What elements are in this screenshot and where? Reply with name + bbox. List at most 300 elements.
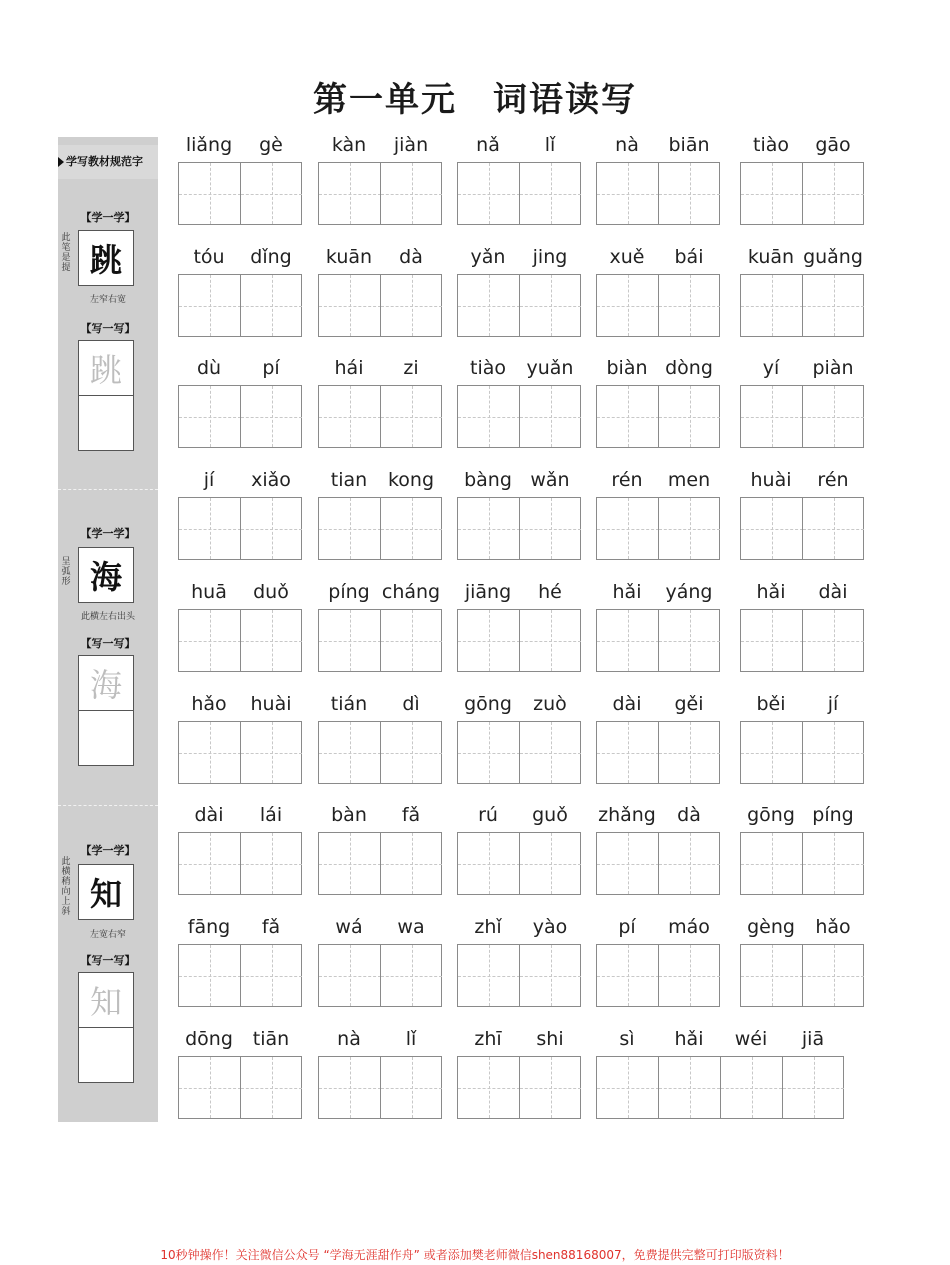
writing-box-group[interactable] (178, 1056, 302, 1119)
pinyin-label: hǎo (191, 693, 227, 715)
writing-cell[interactable] (380, 498, 442, 559)
writing-cell[interactable] (319, 610, 381, 671)
writing-cell[interactable] (597, 498, 659, 559)
cell-guide-horizontal (741, 976, 803, 977)
cell-guide-horizontal (179, 529, 241, 530)
writing-cell[interactable] (658, 945, 720, 1006)
pinyin-label: nǎ (476, 134, 500, 156)
writing-cell[interactable] (319, 163, 381, 224)
writing-box-group[interactable] (740, 721, 864, 784)
cell-guide-horizontal (319, 1088, 381, 1089)
writing-box-group[interactable] (740, 497, 864, 560)
writing-cell[interactable] (741, 610, 803, 671)
writing-cell[interactable] (720, 1057, 782, 1118)
writing-cell[interactable] (179, 610, 241, 671)
pinyin-label: huā (191, 581, 227, 603)
writing-cell[interactable] (179, 163, 241, 224)
writing-box-group[interactable] (457, 497, 581, 560)
writing-cell[interactable] (658, 833, 720, 894)
pinyin-label: dōng (185, 1028, 233, 1050)
cell-guide-horizontal (803, 194, 864, 195)
writing-box-group[interactable] (318, 609, 442, 672)
cell-guide-horizontal (741, 194, 803, 195)
pinyin-label: hǎi (756, 581, 786, 603)
writing-box-group[interactable] (178, 944, 302, 1007)
pinyin-label: hǎo (815, 916, 851, 938)
write-label: 【写一写】 (80, 322, 136, 335)
writing-cell[interactable] (240, 1057, 302, 1118)
writing-box-group[interactable] (740, 274, 864, 337)
writing-box-group[interactable] (740, 162, 864, 225)
writing-cell[interactable] (519, 945, 581, 1006)
writing-box-group[interactable] (740, 944, 864, 1007)
cell-guide-horizontal (659, 641, 720, 642)
writing-cell[interactable] (597, 945, 659, 1006)
writing-cell[interactable] (179, 1057, 241, 1118)
cell-guide-horizontal (520, 529, 581, 530)
pinyin-label: jí (827, 693, 839, 715)
pinyin-label: máo (668, 916, 710, 938)
writing-cell[interactable] (802, 722, 864, 783)
writing-cell[interactable] (519, 610, 581, 671)
cell-guide-horizontal (597, 529, 659, 530)
writing-cell[interactable] (179, 275, 241, 336)
pinyin-label: nà (615, 134, 639, 156)
pinyin-label: kàn (331, 134, 367, 156)
section-title: 词语读写 (493, 80, 637, 120)
pinyin-label: pí (618, 916, 636, 938)
pinyin-label: dài (612, 693, 642, 715)
cell-guide-horizontal (319, 753, 381, 754)
cell-guide-horizontal (241, 1088, 302, 1089)
cell-guide-horizontal (659, 1088, 720, 1089)
pinyin-label: dòng (665, 357, 713, 379)
pinyin-label: tiào (753, 134, 789, 156)
blank-practice-box[interactable] (78, 710, 134, 766)
pinyin-label: píng (328, 581, 370, 603)
writing-cell[interactable] (319, 275, 381, 336)
pinyin-label: bàng (464, 469, 512, 491)
trace-character: 知 (78, 972, 134, 1028)
writing-cell[interactable] (380, 386, 442, 447)
writing-cell[interactable] (597, 386, 659, 447)
pinyin-label: tian (330, 469, 368, 491)
blank-practice-box[interactable] (78, 1027, 134, 1083)
write-label: 【写一写】 (80, 954, 136, 967)
writing-cell[interactable] (802, 163, 864, 224)
pinyin-label: gè (259, 134, 283, 156)
writing-cell[interactable] (458, 498, 520, 559)
writing-cell[interactable] (458, 945, 520, 1006)
writing-cell[interactable] (380, 1057, 442, 1118)
cell-guide-horizontal (520, 194, 581, 195)
writing-box-group[interactable] (596, 162, 720, 225)
writing-cell[interactable] (802, 386, 864, 447)
pinyin-label: gèng (747, 916, 795, 938)
cell-guide-horizontal (381, 417, 442, 418)
writing-box-group[interactable] (178, 385, 302, 448)
cell-guide-horizontal (241, 194, 302, 195)
cell-guide-horizontal (458, 529, 520, 530)
writing-box-group[interactable] (178, 274, 302, 337)
learn-label: 【学一学】 (80, 211, 136, 224)
writing-cell[interactable] (380, 163, 442, 224)
writing-cell[interactable] (741, 386, 803, 447)
writing-cell[interactable] (240, 722, 302, 783)
cell-guide-horizontal (741, 417, 803, 418)
cell-guide-horizontal (458, 1088, 520, 1089)
pinyin-label: yuǎn (526, 357, 574, 379)
writing-cell[interactable] (658, 498, 720, 559)
pinyin-label: biān (668, 134, 710, 156)
cell-guide-horizontal (319, 194, 381, 195)
writing-cell[interactable] (597, 163, 659, 224)
writing-cell[interactable] (240, 275, 302, 336)
writing-cell[interactable] (519, 163, 581, 224)
cell-guide-horizontal (319, 864, 381, 865)
trace-character: 海 (78, 655, 134, 711)
writing-cell[interactable] (741, 275, 803, 336)
writing-cell[interactable] (741, 833, 803, 894)
writing-box-group[interactable] (457, 1056, 581, 1119)
pinyin-label: gāo (815, 134, 851, 156)
pinyin-label: bái (674, 246, 704, 268)
pinyin-label: rén (611, 469, 643, 491)
writing-cell[interactable] (179, 498, 241, 559)
writing-box-group[interactable] (318, 385, 442, 448)
cell-guide-horizontal (659, 529, 720, 530)
pinyin-label: hǎi (612, 581, 642, 603)
writing-cell[interactable] (380, 945, 442, 1006)
pinyin-label: guǎng (803, 246, 863, 268)
pinyin-label: jing (532, 246, 568, 268)
pinyin-label: wéi (734, 1028, 768, 1050)
writing-box-group[interactable] (178, 497, 302, 560)
writing-cell[interactable] (319, 722, 381, 783)
writing-box-group[interactable] (178, 832, 302, 895)
writing-box-group[interactable] (596, 832, 720, 895)
writing-cell[interactable] (458, 1057, 520, 1118)
writing-cell[interactable] (597, 610, 659, 671)
pinyin-label: dà (399, 246, 423, 268)
pinyin-label: yǎn (470, 246, 506, 268)
pinyin-label: pí (262, 357, 280, 379)
writing-box-group[interactable] (318, 497, 442, 560)
writing-cell[interactable] (458, 610, 520, 671)
cell-guide-horizontal (741, 864, 803, 865)
cell-guide-horizontal (520, 417, 581, 418)
cell-guide-horizontal (597, 417, 659, 418)
writing-cell[interactable] (802, 945, 864, 1006)
pinyin-label: zhǎng (598, 804, 656, 826)
writing-box-group[interactable] (740, 385, 864, 448)
sidebar-header (58, 145, 158, 179)
writing-box-group[interactable] (178, 609, 302, 672)
cell-guide-horizontal (803, 976, 864, 977)
writing-box-group[interactable] (596, 274, 720, 337)
writing-cell[interactable] (519, 386, 581, 447)
writing-cell[interactable] (458, 386, 520, 447)
pinyin-label: cháng (381, 581, 441, 603)
pinyin-label: shi (536, 1028, 564, 1050)
cell-guide-horizontal (381, 641, 442, 642)
pinyin-label: kong (387, 469, 435, 491)
unit-title: 第一单元 (313, 80, 457, 120)
cell-guide-horizontal (520, 753, 581, 754)
cell-guide-horizontal (597, 864, 659, 865)
writing-cell[interactable] (319, 498, 381, 559)
writing-cell[interactable] (380, 610, 442, 671)
writing-cell[interactable] (802, 275, 864, 336)
cell-guide-horizontal (381, 1088, 442, 1089)
writing-cell[interactable] (519, 498, 581, 559)
writing-cell[interactable] (658, 610, 720, 671)
cell-guide-horizontal (803, 417, 864, 418)
writing-box-group[interactable] (318, 832, 442, 895)
writing-cell[interactable] (597, 1057, 659, 1118)
writing-box-group[interactable] (457, 274, 581, 337)
cell-guide-horizontal (520, 641, 581, 642)
cell-guide-horizontal (803, 641, 864, 642)
writing-cell[interactable] (458, 833, 520, 894)
cell-guide-horizontal (597, 641, 659, 642)
writing-box-group[interactable] (457, 385, 581, 448)
writing-cell[interactable] (319, 386, 381, 447)
writing-box-group[interactable] (457, 944, 581, 1007)
pinyin-label: xuě (609, 246, 645, 268)
writing-cell[interactable] (802, 833, 864, 894)
model-character: 跳 (78, 230, 134, 286)
cell-guide-horizontal (597, 306, 659, 307)
writing-box-group[interactable] (596, 944, 720, 1007)
pinyin-label: dài (818, 581, 848, 603)
writing-box-group[interactable] (178, 162, 302, 225)
writing-box-group[interactable] (596, 1056, 844, 1119)
cell-guide-horizontal (803, 529, 864, 530)
cell-guide-horizontal (659, 306, 720, 307)
cell-guide-horizontal (458, 641, 520, 642)
pinyin-label: biàn (606, 357, 648, 379)
cell-guide-horizontal (803, 306, 864, 307)
pinyin-label: fǎ (261, 916, 281, 938)
cell-guide-horizontal (319, 306, 381, 307)
pinyin-label: tóu (193, 246, 225, 268)
writing-box-group[interactable] (318, 944, 442, 1007)
cell-guide-horizontal (721, 1088, 782, 1089)
pinyin-label: bàn (331, 804, 367, 826)
writing-cell[interactable] (240, 163, 302, 224)
pinyin-label: hái (334, 357, 364, 379)
writing-cell[interactable] (741, 498, 803, 559)
cell-guide-horizontal (381, 194, 442, 195)
cell-guide-horizontal (319, 529, 381, 530)
writing-box-group[interactable] (318, 274, 442, 337)
writing-cell[interactable] (519, 833, 581, 894)
cell-guide-horizontal (179, 194, 241, 195)
writing-box-group[interactable] (740, 832, 864, 895)
writing-box-group[interactable] (596, 385, 720, 448)
cell-guide-horizontal (520, 1088, 581, 1089)
cell-guide-horizontal (179, 1088, 241, 1089)
page-title (0, 72, 950, 121)
pinyin-label: xiǎo (251, 469, 291, 491)
cell-guide-horizontal (179, 753, 241, 754)
pinyin-label: hǎi (674, 1028, 704, 1050)
writing-cell[interactable] (319, 1057, 381, 1118)
cell-guide-horizontal (241, 529, 302, 530)
pinyin-label: guǒ (532, 804, 568, 826)
writing-cell[interactable] (658, 1057, 720, 1118)
cell-guide-horizontal (659, 753, 720, 754)
pinyin-label: tiān (252, 1028, 290, 1050)
writing-cell[interactable] (741, 163, 803, 224)
cell-guide-horizontal (741, 753, 803, 754)
cell-guide-horizontal (659, 864, 720, 865)
section-divider (58, 489, 158, 494)
pinyin-label: men (667, 469, 711, 491)
pinyin-label: píng (812, 804, 854, 826)
bottom-note: 此横左右出头 (80, 612, 135, 622)
pinyin-label: jí (203, 469, 215, 491)
writing-cell[interactable] (658, 275, 720, 336)
writing-cell[interactable] (597, 833, 659, 894)
pinyin-label: piàn (812, 357, 854, 379)
cell-guide-horizontal (179, 641, 241, 642)
pinyin-label: tiào (470, 357, 506, 379)
writing-cell[interactable] (597, 722, 659, 783)
writing-cell[interactable] (458, 722, 520, 783)
writing-cell[interactable] (519, 722, 581, 783)
pinyin-label: gōng (747, 804, 795, 826)
writing-cell[interactable] (458, 163, 520, 224)
cell-guide-horizontal (458, 417, 520, 418)
writing-cell[interactable] (519, 1057, 581, 1118)
pinyin-label: dài (194, 804, 224, 826)
writing-box-group[interactable] (457, 721, 581, 784)
pinyin-label: kuān (325, 246, 373, 268)
cell-guide-horizontal (319, 641, 381, 642)
writing-cell[interactable] (179, 722, 241, 783)
pinyin-label: zuò (533, 693, 567, 715)
cell-guide-horizontal (659, 194, 720, 195)
cell-guide-horizontal (319, 976, 381, 977)
cell-guide-horizontal (381, 753, 442, 754)
pinyin-label: yáng (665, 581, 713, 603)
cell-guide-horizontal (458, 194, 520, 195)
writing-cell[interactable] (802, 498, 864, 559)
writing-box-group[interactable] (740, 609, 864, 672)
section-divider (58, 805, 158, 810)
cell-guide-horizontal (381, 306, 442, 307)
cell-guide-horizontal (741, 306, 803, 307)
writing-cell[interactable] (319, 833, 381, 894)
writing-box-group[interactable] (178, 721, 302, 784)
cell-guide-horizontal (597, 194, 659, 195)
writing-cell[interactable] (240, 498, 302, 559)
pinyin-label: huài (750, 469, 792, 491)
writing-cell[interactable] (380, 833, 442, 894)
writing-cell[interactable] (741, 722, 803, 783)
cell-guide-horizontal (241, 976, 302, 977)
writing-box-group[interactable] (457, 162, 581, 225)
writing-box-group[interactable] (318, 1056, 442, 1119)
writing-cell[interactable] (179, 945, 241, 1006)
cell-guide-horizontal (783, 1088, 844, 1089)
writing-cell[interactable] (380, 275, 442, 336)
writing-cell[interactable] (802, 610, 864, 671)
cell-guide-horizontal (381, 864, 442, 865)
cell-guide-horizontal (803, 753, 864, 754)
writing-cell[interactable] (519, 275, 581, 336)
writing-box-group[interactable] (457, 609, 581, 672)
blank-practice-box[interactable] (78, 395, 134, 451)
writing-box-group[interactable] (457, 832, 581, 895)
pinyin-label: rú (478, 804, 498, 826)
writing-cell[interactable] (658, 722, 720, 783)
writing-cell[interactable] (782, 1057, 844, 1118)
writing-box-group[interactable] (596, 609, 720, 672)
writing-cell[interactable] (319, 945, 381, 1006)
writing-box-group[interactable] (596, 497, 720, 560)
bottom-note: 左宽右窄 (89, 930, 126, 940)
writing-box-group[interactable] (596, 721, 720, 784)
cell-guide-horizontal (741, 529, 803, 530)
writing-cell[interactable] (380, 722, 442, 783)
writing-cell[interactable] (741, 945, 803, 1006)
write-label: 【写一写】 (80, 637, 136, 650)
writing-guide-sidebar (58, 137, 158, 1122)
pinyin-label: wá (335, 916, 363, 938)
writing-cell[interactable] (240, 833, 302, 894)
pinyin-label: jiàn (393, 134, 429, 156)
writing-cell[interactable] (597, 275, 659, 336)
side-note: 此笔是提 (61, 233, 71, 273)
writing-cell[interactable] (179, 833, 241, 894)
writing-cell[interactable] (240, 386, 302, 447)
pinyin-label: zhī (474, 1028, 502, 1050)
cell-guide-horizontal (741, 641, 803, 642)
pinyin-label: rén (817, 469, 849, 491)
sidebar-header-label: 学写教材规范字 (66, 155, 143, 168)
pinyin-label: lǐ (405, 1028, 417, 1050)
writing-cell[interactable] (240, 610, 302, 671)
pinyin-label: gěi (674, 693, 704, 715)
pinyin-label: huài (250, 693, 292, 715)
promo-footer: 10秒钟操作！关注微信公众号 “学海无涯甜作舟” 或者添加樊老师微信shen88168007，免费提供完整可打印版资料！ (160, 1248, 790, 1262)
pinyin-label: kuān (747, 246, 795, 268)
cell-guide-horizontal (597, 753, 659, 754)
writing-cell[interactable] (179, 386, 241, 447)
writing-cell[interactable] (458, 275, 520, 336)
cell-guide-horizontal (241, 864, 302, 865)
writing-cell[interactable] (658, 163, 720, 224)
cell-guide-horizontal (241, 753, 302, 754)
learn-label: 【学一学】 (80, 844, 136, 857)
cell-guide-horizontal (241, 417, 302, 418)
cell-guide-horizontal (179, 976, 241, 977)
pinyin-label: fǎ (401, 804, 421, 826)
writing-box-group[interactable] (318, 721, 442, 784)
pinyin-label: nà (337, 1028, 361, 1050)
cell-guide-horizontal (179, 417, 241, 418)
cell-guide-horizontal (520, 864, 581, 865)
writing-box-group[interactable] (318, 162, 442, 225)
pinyin-label: běi (756, 693, 786, 715)
pinyin-label: lǐ (544, 134, 556, 156)
cell-guide-horizontal (458, 753, 520, 754)
writing-cell[interactable] (658, 386, 720, 447)
writing-cell[interactable] (240, 945, 302, 1006)
